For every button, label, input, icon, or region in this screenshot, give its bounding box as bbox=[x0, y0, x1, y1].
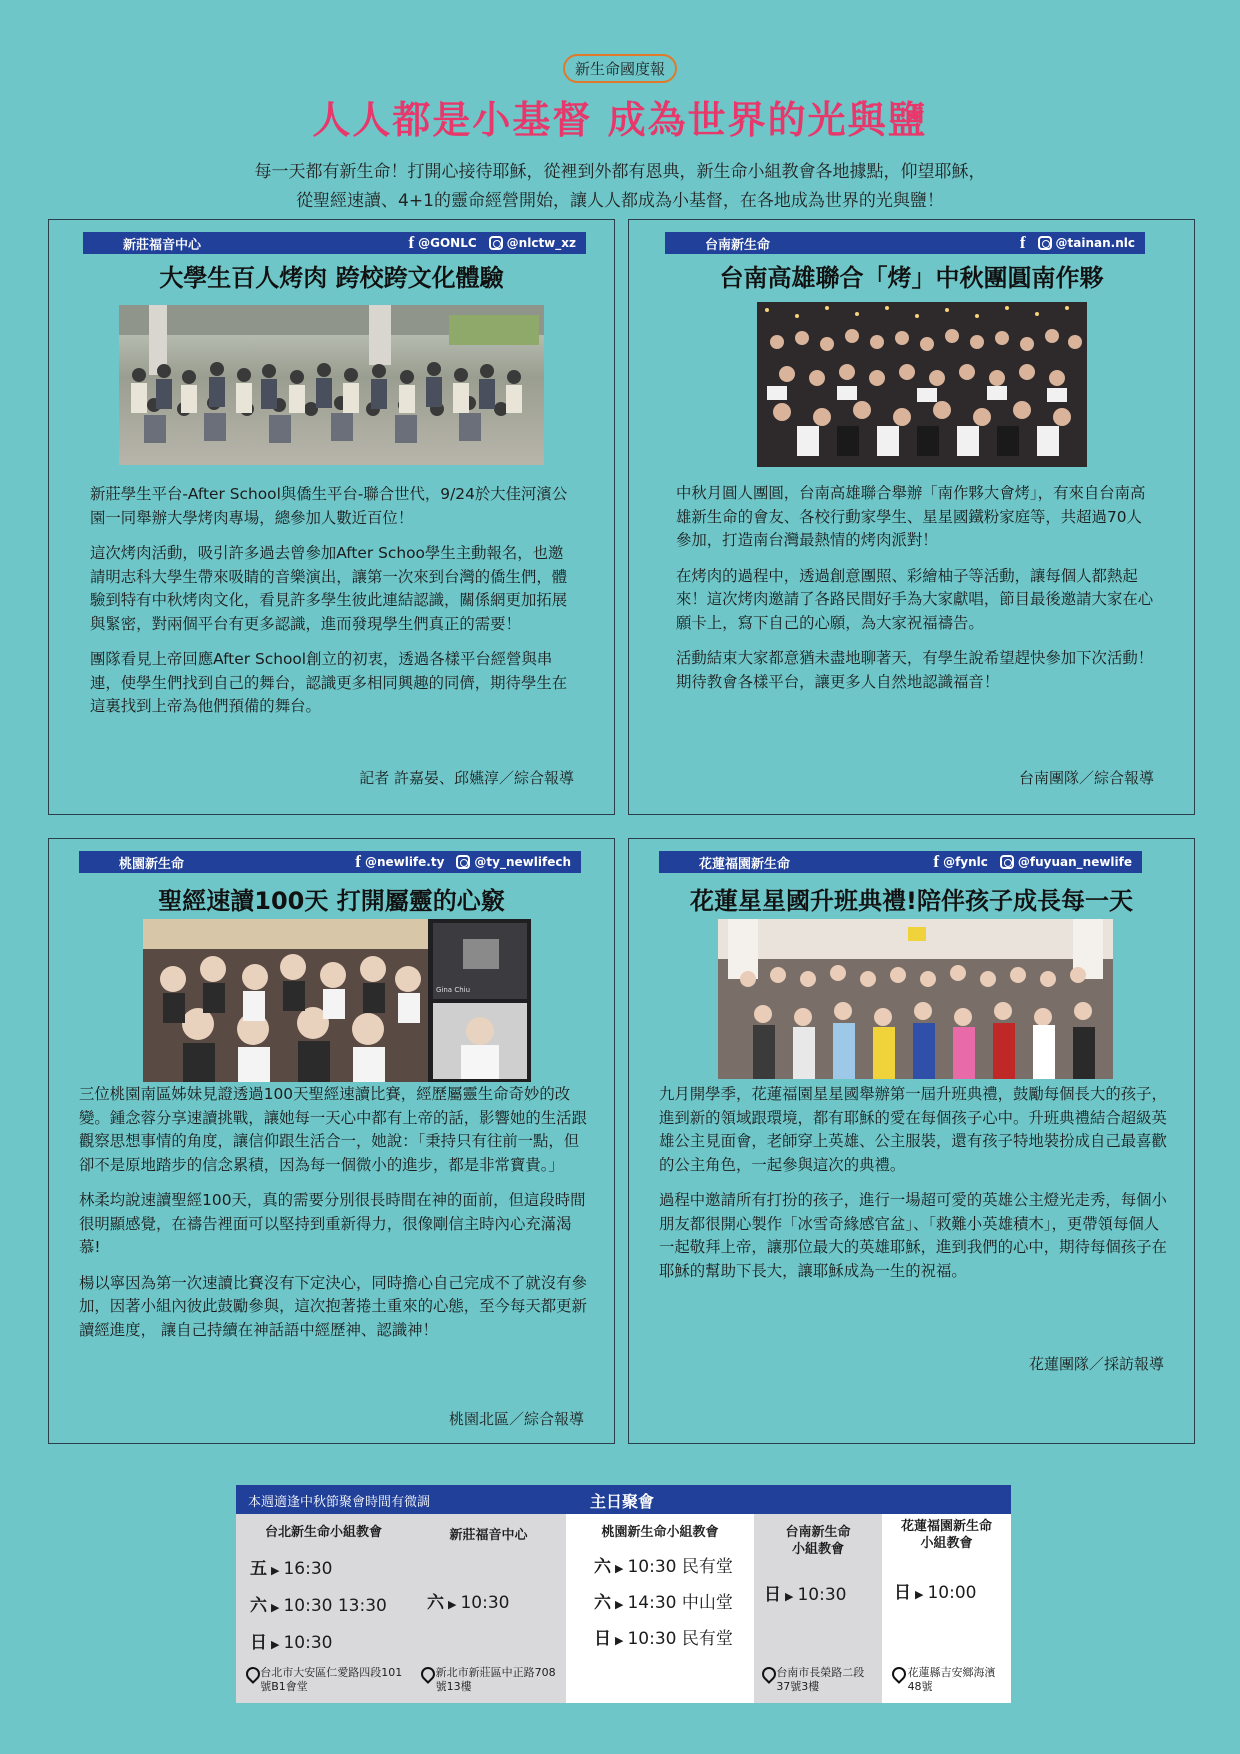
play-arrow-icon: ▶ bbox=[271, 1601, 280, 1614]
paragraph: 新莊學生平台-After School與僑生平台-聯合世代，9/24於大佳河濱公園一同舉辦大學烤肉專場，總參加人數近百位！ bbox=[90, 485, 568, 527]
address-text: 新北市新莊區中正路708號13樓 bbox=[435, 1666, 556, 1693]
card-title: 聖經速讀100天 打開屬靈的心竅 bbox=[158, 887, 505, 915]
church-name-line: 台南新生命 bbox=[785, 1525, 851, 1540]
location-pin-icon bbox=[246, 1667, 255, 1683]
facebook-icon: f bbox=[1019, 233, 1026, 252]
article-card-taoyuan bbox=[48, 838, 615, 1444]
social-links bbox=[400, 233, 576, 253]
intro-line-2: 從聖經速讀、4+1的靈命經營開始，讓人人都成為小基督，在各地成為世界的光與鹽！ bbox=[296, 191, 944, 211]
service-hour: 10:30 13:30 bbox=[283, 1596, 387, 1616]
address-text: 花蓮縣吉安鄉海濱48號 bbox=[907, 1666, 996, 1693]
service-day: 五 bbox=[250, 1559, 267, 1579]
service-time bbox=[594, 1588, 733, 1613]
service-time bbox=[594, 1624, 733, 1649]
social-links bbox=[1012, 233, 1135, 253]
service-day: 日 bbox=[594, 1629, 611, 1649]
paragraph: 楊以寧因為第一次速讀比賽沒有下定決心，同時擔心自己完成不了就沒有參加，因著小組內彼此鼓勵參與，這次抱著捲土重來的心態，至今每天都更新讀經進度， 讓自己持續在神話語中經歷神、認識神！ bbox=[79, 1273, 587, 1339]
church-name-line: 小組教會 bbox=[791, 1542, 844, 1557]
church-address bbox=[762, 1666, 878, 1694]
card-body bbox=[676, 482, 1156, 706]
card-tag-name: 桃園新生命 bbox=[119, 856, 185, 872]
video-tile-label: Gina Chiu bbox=[436, 986, 471, 994]
schedule-note: 本週適逢中秋節聚會時間有微調 bbox=[248, 1495, 431, 1510]
play-arrow-icon: ▶ bbox=[271, 1638, 280, 1651]
service-hour: 14:30 中山堂 bbox=[627, 1593, 733, 1613]
byline: 台南團隊／綜合報導 bbox=[1018, 769, 1154, 787]
location-pin-icon bbox=[762, 1667, 771, 1683]
video-call-photo bbox=[143, 919, 531, 1082]
kicker-badge: 新生命國度報 bbox=[563, 54, 677, 83]
service-day: 六 bbox=[594, 1557, 611, 1577]
schedule-title: 主日聚會 bbox=[590, 1492, 655, 1511]
service-time bbox=[764, 1580, 846, 1605]
sunday-service-schedule bbox=[236, 1485, 1011, 1703]
byline: 桃園北區／綜合報導 bbox=[448, 1410, 584, 1428]
service-hour: 10:30 民有堂 bbox=[627, 1557, 733, 1577]
byline: 記者 許嘉晏、邱嬿淳／綜合報導 bbox=[359, 769, 574, 787]
card-body bbox=[659, 1083, 1169, 1295]
social-links bbox=[925, 852, 1132, 872]
church-name-line: 小組教會 bbox=[920, 1536, 973, 1551]
group-photo-party bbox=[757, 302, 1087, 467]
service-day: 六 bbox=[594, 1593, 611, 1613]
instagram-icon bbox=[1038, 236, 1052, 250]
location-pin-icon bbox=[421, 1667, 431, 1683]
service-time bbox=[250, 1554, 332, 1579]
play-arrow-icon: ▶ bbox=[615, 1598, 624, 1611]
schedule-col-hualien bbox=[882, 1514, 1011, 1703]
instagram-icon bbox=[1000, 855, 1014, 869]
schedule-col-taoyuan bbox=[566, 1514, 754, 1703]
schedule-col-xinzhuang bbox=[411, 1514, 566, 1703]
address-text: 台南市長榮路二段37號3樓 bbox=[776, 1666, 865, 1693]
card-tag-bar bbox=[665, 232, 1145, 254]
group-photo-ceremony bbox=[718, 919, 1113, 1079]
card-tag-name: 台南新生命 bbox=[705, 237, 771, 253]
service-hour: 10:30 民有堂 bbox=[627, 1629, 733, 1649]
paragraph: 這次烤肉活動，吸引許多過去曾參加After Schoo學生主動報名，也邀請明志科大學生帶來吸睛的音樂演出，讓第一次來到台灣的僑生們，體驗到特有中秋烤肉文化，看見許多學生彼此連結認識，關係網更加拓展與緊密，對兩個平台有更多認識，進而發現學生們真正的需要！ bbox=[90, 544, 568, 633]
service-hour: 10:30 bbox=[283, 1633, 333, 1653]
location-pin-icon bbox=[892, 1667, 903, 1683]
service-day: 六 bbox=[427, 1593, 444, 1613]
church-name: 桃園新生命小組教會 bbox=[601, 1525, 719, 1540]
intro-text bbox=[0, 158, 1240, 216]
facebook-icon: f bbox=[355, 852, 361, 871]
paragraph: 在烤肉的過程中，透過創意團照、彩繪柚子等活動，讓每個人都熱起來！這次烤肉邀請了各路民間好手為大家獻唱，節目最後邀請大家在心願卡上，寫下自己的心願，為大家祝福禱告。 bbox=[676, 566, 1154, 632]
service-hour: 10:30 bbox=[797, 1585, 847, 1605]
intro-line-1: 每一天都有新生命！打開心接待耶穌，從裡到外都有恩典，新生命小組教會各地據點，仰望耶穌， bbox=[254, 162, 986, 182]
play-arrow-icon: ▶ bbox=[271, 1564, 280, 1577]
card-title: 台南高雄聯合「烤」中秋團圓南作夥 bbox=[719, 264, 1104, 292]
page-headline: 人人都是小基督 成為世界的光與鹽 bbox=[312, 98, 928, 142]
play-arrow-icon: ▶ bbox=[915, 1588, 924, 1601]
church-address bbox=[246, 1666, 406, 1694]
service-hour: 16:30 bbox=[283, 1559, 333, 1579]
service-day: 日 bbox=[894, 1583, 911, 1603]
service-time bbox=[250, 1628, 332, 1653]
service-hour: 10:00 bbox=[927, 1583, 977, 1603]
facebook-handle[interactable]: @newlife.ty bbox=[364, 855, 445, 869]
instagram-handle[interactable]: @fuyuan_newlife bbox=[1017, 855, 1132, 869]
paragraph: 中秋月圓人團圓，台南高雄聯合舉辦「南作夥大會烤」，有來自台南高雄新生命的會友、各校行動家學生、星星國鐵粉家庭等，共超過70人參加，打造南台灣最熱情的烤肉派對！ bbox=[676, 484, 1146, 549]
service-time bbox=[427, 1588, 509, 1613]
service-time bbox=[594, 1552, 733, 1577]
play-arrow-icon: ▶ bbox=[448, 1598, 457, 1611]
service-day: 日 bbox=[764, 1585, 781, 1605]
paragraph: 九月開學季，花蓮福園星星國舉辦第一屆升班典禮，鼓勵每個長大的孩子，進到新的領域跟環境，都有耶穌的愛在每個孩子心中。升班典禮結合超級英雄公主見面會，老師穿上英雄、公主服裝，還有孩子特地裝扮成自己最喜歡的公主角色，一起參與這次的典禮。 bbox=[659, 1085, 1167, 1174]
church-name: 新莊福音中心 bbox=[449, 1528, 528, 1543]
facebook-icon: f bbox=[408, 233, 415, 252]
social-links bbox=[347, 852, 571, 872]
service-day: 日 bbox=[250, 1633, 267, 1653]
facebook-handle[interactable]: @fynlc bbox=[943, 855, 988, 869]
card-title: 大學生百人烤肉 跨校跨文化體驗 bbox=[159, 264, 504, 292]
byline: 花蓮團隊／採訪報導 bbox=[1028, 1355, 1164, 1373]
schedule-col-taipei bbox=[236, 1514, 411, 1703]
play-arrow-icon: ▶ bbox=[615, 1562, 624, 1575]
instagram-handle[interactable]: @tainan.nlc bbox=[1055, 236, 1135, 250]
facebook-icon: f bbox=[933, 852, 940, 871]
article-card-hualien bbox=[628, 838, 1195, 1444]
article-card-xinzhuang bbox=[48, 219, 615, 815]
group-photo-bbq bbox=[119, 305, 544, 465]
service-time bbox=[250, 1591, 387, 1616]
card-tag-bar bbox=[659, 851, 1142, 873]
card-tag-name: 新莊福音中心 bbox=[123, 237, 202, 253]
card-body bbox=[90, 483, 575, 731]
instagram-icon bbox=[456, 855, 470, 869]
schedule-col-tainan bbox=[754, 1514, 882, 1703]
service-hour: 10:30 bbox=[460, 1593, 510, 1613]
church-name bbox=[754, 1524, 882, 1558]
church-name-line: 花蓮福園新生命 bbox=[900, 1519, 992, 1534]
church-name: 台北新生命小組教會 bbox=[264, 1525, 382, 1540]
service-time bbox=[894, 1578, 976, 1603]
paragraph: 林柔均說速讀聖經100天，真的需要分別很長時間在神的面前，但這段時間很明顯感覺，在禱告裡面可以堅持到重新得力，很像剛信主時內心充滿渴慕! bbox=[79, 1191, 586, 1256]
paragraph: 團隊看見上帝回應After School創立的初衷，透過各樣平台經營與串連，使學生們找到自己的舞台，認識更多相同興趣的同儕，期待學生在這裏找到上帝為他們預備的舞台。 bbox=[90, 650, 568, 715]
church-address bbox=[892, 1666, 1007, 1694]
service-day: 六 bbox=[250, 1596, 267, 1616]
card-tag-bar bbox=[83, 232, 586, 254]
card-tag-bar bbox=[79, 851, 581, 873]
card-body bbox=[79, 1083, 589, 1342]
play-arrow-icon: ▶ bbox=[615, 1634, 624, 1647]
church-name bbox=[882, 1518, 1011, 1552]
schedule-header bbox=[236, 1485, 1011, 1514]
play-arrow-icon: ▶ bbox=[785, 1590, 794, 1603]
instagram-handle[interactable]: @ty_newlifech bbox=[474, 855, 571, 869]
paragraph: 三位桃園南區姊妹見證透過100天聖經速讀比賽，經歷屬靈生命奇妙的改變。鍾念蓉分享速讀挑戰，讓她每一天心中都有上帝的話，影響她的生活跟觀察思想事情的角度，讓信仰跟生活合一，她說：「秉持只有往前一點，但卻不是原地踏步的信念累積，因為每一個微小的進步，都是非常寶貴。」 bbox=[79, 1085, 587, 1174]
church-address bbox=[421, 1666, 561, 1694]
paragraph: 過程中邀請所有打扮的孩子，進行一場超可愛的英雄公主燈光走秀，每個小朋友都很開心製作「冰雪奇緣感官盆」、「救難小英雄積木」，更帶領每個人一起敬拜上帝，讓那位最大的英雄耶穌，進到我們的心中，期待每個孩子在耶穌的幫助下長大，讓耶穌成為一生的祝福。 bbox=[659, 1191, 1167, 1280]
instagram-handle[interactable]: @nlctw_xz bbox=[506, 236, 576, 250]
card-tag-name: 花蓮福園新生命 bbox=[699, 856, 791, 872]
paragraph: 活動結束大家都意猶未盡地聊著天，有學生說希望趕快參加下次活動！期待教會各樣平台，讓更多人自然地認識福音！ bbox=[676, 649, 1154, 691]
instagram-icon bbox=[489, 236, 503, 250]
card-title: 花蓮星星國升班典禮!陪伴孩子成長每一天 bbox=[690, 887, 1133, 915]
facebook-handle[interactable]: @GONLC bbox=[418, 236, 477, 250]
article-card-tainan bbox=[628, 219, 1195, 815]
masthead bbox=[0, 54, 1240, 216]
address-text: 台北市大安區仁愛路四段101號B1會堂 bbox=[260, 1666, 403, 1693]
